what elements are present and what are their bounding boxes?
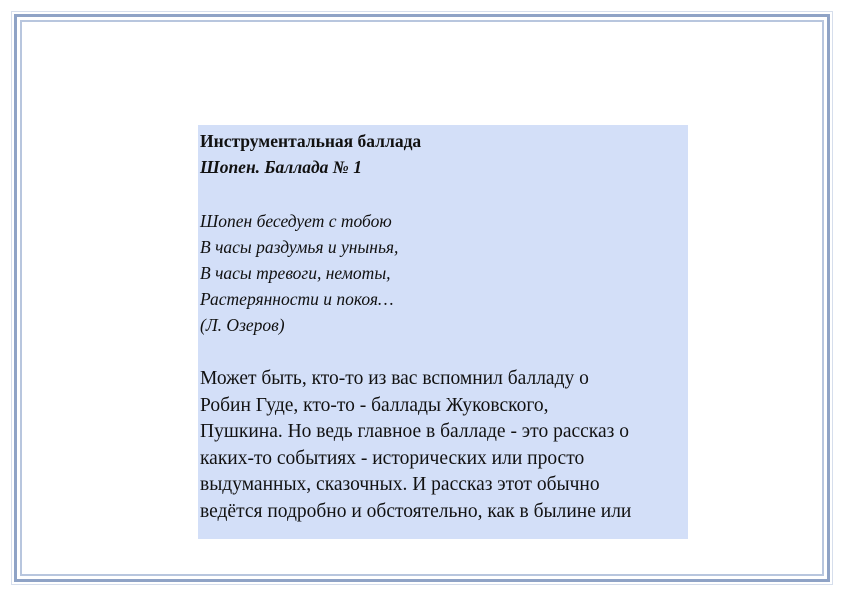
- body-line: каких-то событиях - исторических или просто: [200, 447, 585, 469]
- slide-heading: Инструментальная баллада: [200, 131, 422, 151]
- poem-author: (Л. Озеров): [200, 315, 285, 335]
- body-line: Робин Гуде, кто-то - баллады Жуковского,: [200, 394, 549, 416]
- poem-quote: [200, 208, 686, 338]
- poem-line: В часы раздумья и унынья,: [200, 237, 399, 257]
- body-line: Может быть, кто-то из вас вспомнил балладу о: [200, 368, 589, 389]
- poem-line: В часы тревоги, немоты,: [200, 263, 391, 283]
- body-line: выдуманных, сказочных. И рассказ этот обычно: [200, 474, 600, 495]
- body-line: Пушкина. Но ведь главное в балладе - это рассказ о: [200, 421, 629, 442]
- body-line: ведётся подробно и обстоятельно, как в былине или: [200, 500, 632, 522]
- body-paragraph: [200, 366, 686, 525]
- text-box: [198, 125, 688, 539]
- slide-subheading: Шопен. Баллада № 1: [200, 157, 362, 177]
- poem-line: Шопен беседует с тобою: [200, 211, 392, 231]
- poem-line: Растерянности и покоя…: [200, 289, 394, 309]
